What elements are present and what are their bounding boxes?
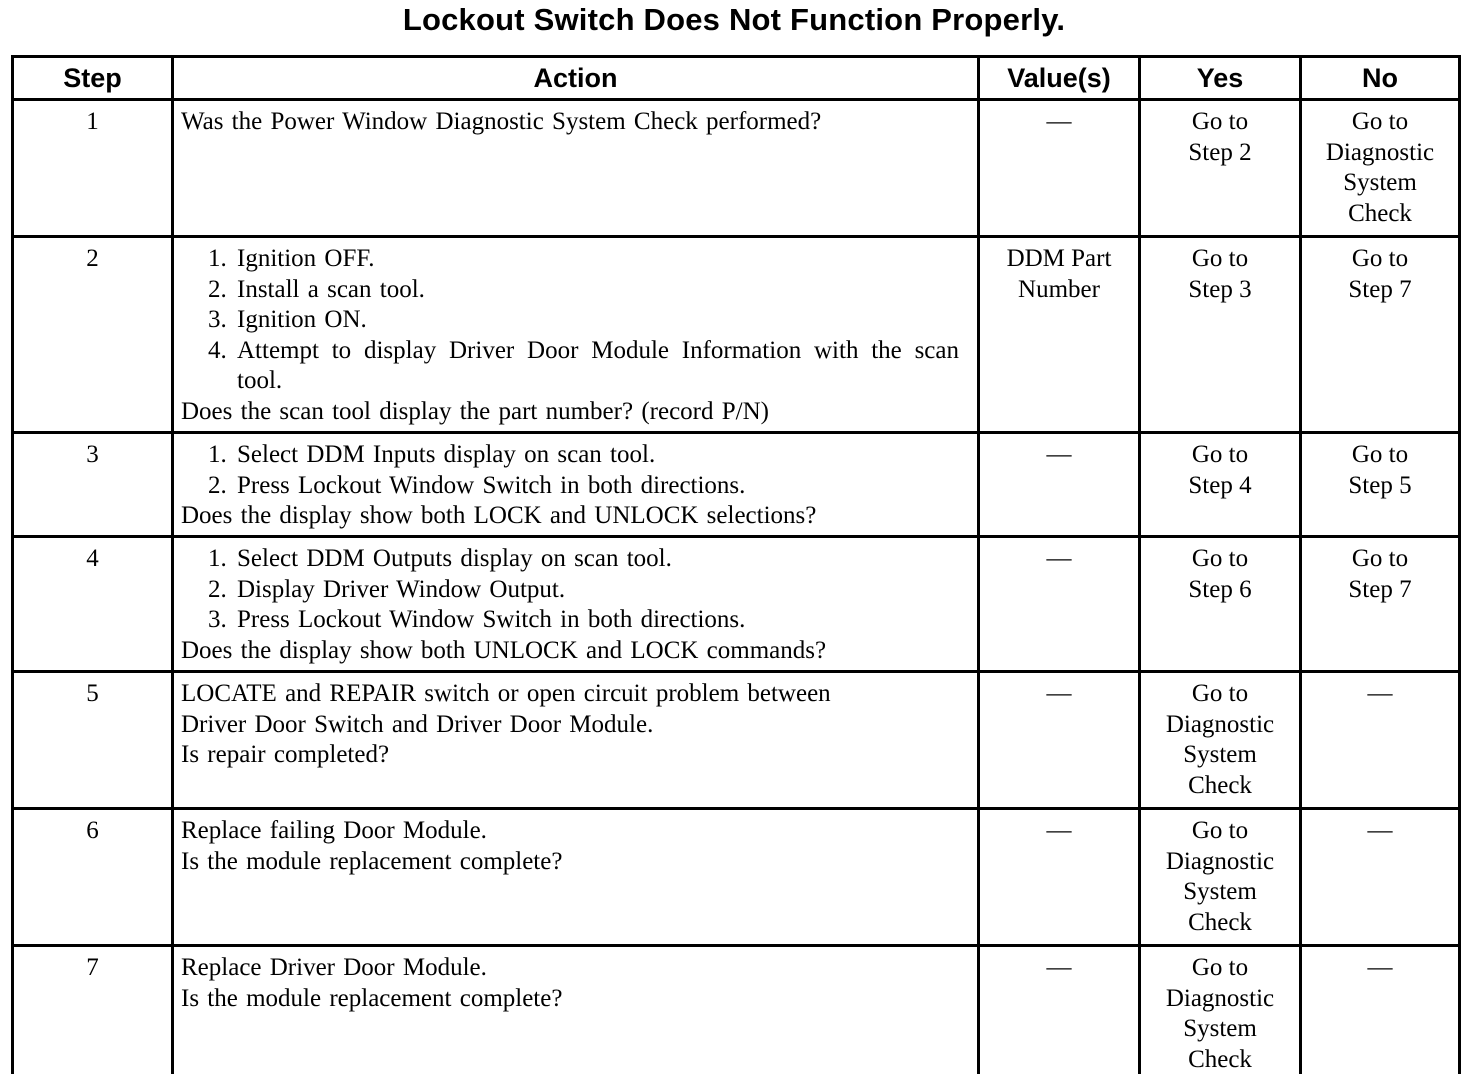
action-step-number: 2. (208, 471, 227, 499)
table-row (13, 537, 1460, 672)
action-step-item (208, 305, 959, 336)
no-cell (1301, 100, 1460, 237)
value-cell (979, 100, 1140, 237)
action-question: Is the module replacement complete? (181, 984, 563, 1012)
yes-text: Diagnostic (1165, 984, 1275, 1012)
action-question: Is repair completed? (181, 741, 390, 768)
value-cell (979, 672, 1140, 809)
action-steps (181, 244, 959, 397)
value-text: — (1046, 680, 1072, 707)
action-step-text: Ignition OFF. (237, 245, 375, 272)
no-cell (1301, 809, 1460, 946)
table-row (13, 100, 1460, 237)
yes-text: Go to (1191, 954, 1249, 981)
yes-text: Go to (1191, 817, 1249, 844)
header-yes: Yes (1140, 57, 1301, 100)
yes-cell (1140, 100, 1301, 237)
action-step-item (208, 471, 959, 502)
value-text: — (1046, 545, 1072, 572)
table-row (13, 809, 1460, 946)
yes-text: System (1183, 741, 1257, 768)
action-step-item (208, 605, 959, 636)
action-question: Does the display show both LOCK and UNLOCK selections? (181, 502, 817, 529)
no-text: Step 7 (1348, 575, 1412, 603)
action-step-text: Press Lockout Window Switch in both directions. (237, 471, 746, 499)
yes-text: Go to (1191, 108, 1249, 135)
table-row (13, 433, 1460, 537)
action-step-item (208, 544, 959, 575)
action-text: Was the Power Window Diagnostic System Check performed? (181, 108, 822, 135)
action-step-text: Ignition ON. (237, 306, 367, 333)
no-text: Step 5 (1348, 471, 1412, 499)
table-header-row (13, 57, 1460, 100)
no-text: Check (1348, 199, 1412, 227)
table-row (13, 237, 1460, 433)
no-cell (1301, 237, 1460, 433)
action-step-text: Select DDM Inputs display on scan tool. (237, 441, 656, 468)
action-text: LOCATE and REPAIR switch or open circuit problem between (181, 680, 831, 707)
step-number: 1 (13, 100, 173, 237)
yes-cell (1140, 809, 1301, 946)
step-number: 5 (13, 672, 173, 809)
yes-text: Step 6 (1188, 575, 1252, 603)
yes-cell (1140, 672, 1301, 809)
header-action: Action (173, 57, 979, 100)
step-number: 3 (13, 433, 173, 537)
action-cell (173, 537, 979, 672)
action-step-item (208, 575, 959, 606)
value-text: Number (1018, 275, 1100, 303)
yes-text: Go to (1191, 441, 1249, 468)
value-text: DDM Part (1006, 245, 1112, 272)
yes-text: Check (1188, 771, 1252, 799)
no-text: Go to (1351, 108, 1409, 135)
yes-text: System (1183, 878, 1257, 905)
value-cell (979, 433, 1140, 537)
yes-text: Check (1188, 908, 1252, 936)
yes-text: Check (1188, 1045, 1252, 1073)
table-body (13, 100, 1460, 1074)
action-step-number: 3. (208, 306, 227, 333)
yes-cell (1140, 537, 1301, 672)
no-cell (1301, 537, 1460, 672)
action-text: Driver Door Switch and Driver Door Module. (181, 710, 654, 738)
yes-cell (1140, 433, 1301, 537)
no-text: — (1367, 817, 1393, 844)
no-text: — (1367, 954, 1393, 981)
yes-cell (1140, 237, 1301, 433)
step-number: 2 (13, 237, 173, 433)
action-cell (173, 672, 979, 809)
no-text: — (1367, 680, 1393, 707)
value-cell (979, 537, 1140, 672)
action-step-item (208, 336, 959, 397)
no-cell (1301, 672, 1460, 809)
yes-text: Step 3 (1188, 275, 1252, 303)
value-cell (979, 946, 1140, 1074)
yes-text: Diagnostic (1165, 710, 1275, 738)
action-step-number: 3. (208, 606, 227, 633)
action-text: Replace failing Door Module. (181, 817, 487, 844)
no-cell (1301, 946, 1460, 1074)
value-text: — (1046, 954, 1072, 981)
yes-text: Step 4 (1188, 471, 1252, 499)
action-step-item (208, 440, 959, 471)
action-cell (173, 809, 979, 946)
yes-text: Go to (1191, 545, 1249, 572)
action-question: Is the module replacement complete? (181, 847, 563, 875)
action-steps (181, 440, 959, 501)
action-step-item (208, 275, 959, 306)
no-cell (1301, 433, 1460, 537)
step-number: 6 (13, 809, 173, 946)
action-question: Does the scan tool display the part number? (record P/N) (181, 397, 769, 425)
action-step-text: Attempt to display Driver Door Module Information with the scan tool. (237, 336, 959, 394)
no-text: Go to (1351, 545, 1409, 572)
action-step-number: 4. (208, 336, 227, 364)
no-text: System (1343, 169, 1417, 196)
value-cell (979, 809, 1140, 946)
yes-text: Diagnostic (1165, 847, 1275, 875)
value-text: — (1046, 108, 1072, 135)
action-step-text: Select DDM Outputs display on scan tool. (237, 545, 672, 572)
action-cell (173, 100, 979, 237)
action-cell (173, 237, 979, 433)
yes-text: Go to (1191, 680, 1249, 707)
step-number: 4 (13, 537, 173, 672)
action-question: Does the display show both UNLOCK and LOCK commands? (181, 636, 827, 664)
table-row (13, 672, 1460, 809)
action-step-text: Install a scan tool. (237, 275, 425, 303)
diagnostic-table (11, 55, 1461, 1074)
action-cell (173, 946, 979, 1074)
action-cell (173, 433, 979, 537)
header-values: Value(s) (979, 57, 1140, 100)
no-text: Go to (1351, 245, 1409, 272)
action-step-number: 1. (208, 245, 227, 272)
action-step-number: 2. (208, 575, 227, 603)
action-text: Replace Driver Door Module. (181, 954, 487, 981)
page-title: Lockout Switch Does Not Function Properly. (402, 2, 1066, 37)
step-number: 7 (13, 946, 173, 1074)
no-text: Step 7 (1348, 275, 1412, 303)
table-row (13, 946, 1460, 1074)
no-text: Go to (1351, 441, 1409, 468)
no-text: Diagnostic (1325, 138, 1435, 166)
header-no: No (1301, 57, 1460, 100)
yes-text: Go to (1191, 245, 1249, 272)
value-cell (979, 237, 1140, 433)
header-step: Step (13, 57, 173, 100)
action-step-number: 1. (208, 441, 227, 468)
yes-text: System (1183, 1015, 1257, 1042)
action-steps (181, 544, 959, 636)
action-step-text: Press Lockout Window Switch in both directions. (237, 606, 746, 633)
value-text: — (1046, 817, 1072, 844)
action-step-text: Display Driver Window Output. (237, 575, 566, 603)
yes-text: Step 2 (1188, 138, 1252, 166)
yes-cell (1140, 946, 1301, 1074)
value-text: — (1046, 441, 1072, 468)
action-step-item (208, 244, 959, 275)
action-step-number: 2. (208, 275, 227, 303)
action-step-number: 1. (208, 545, 227, 572)
